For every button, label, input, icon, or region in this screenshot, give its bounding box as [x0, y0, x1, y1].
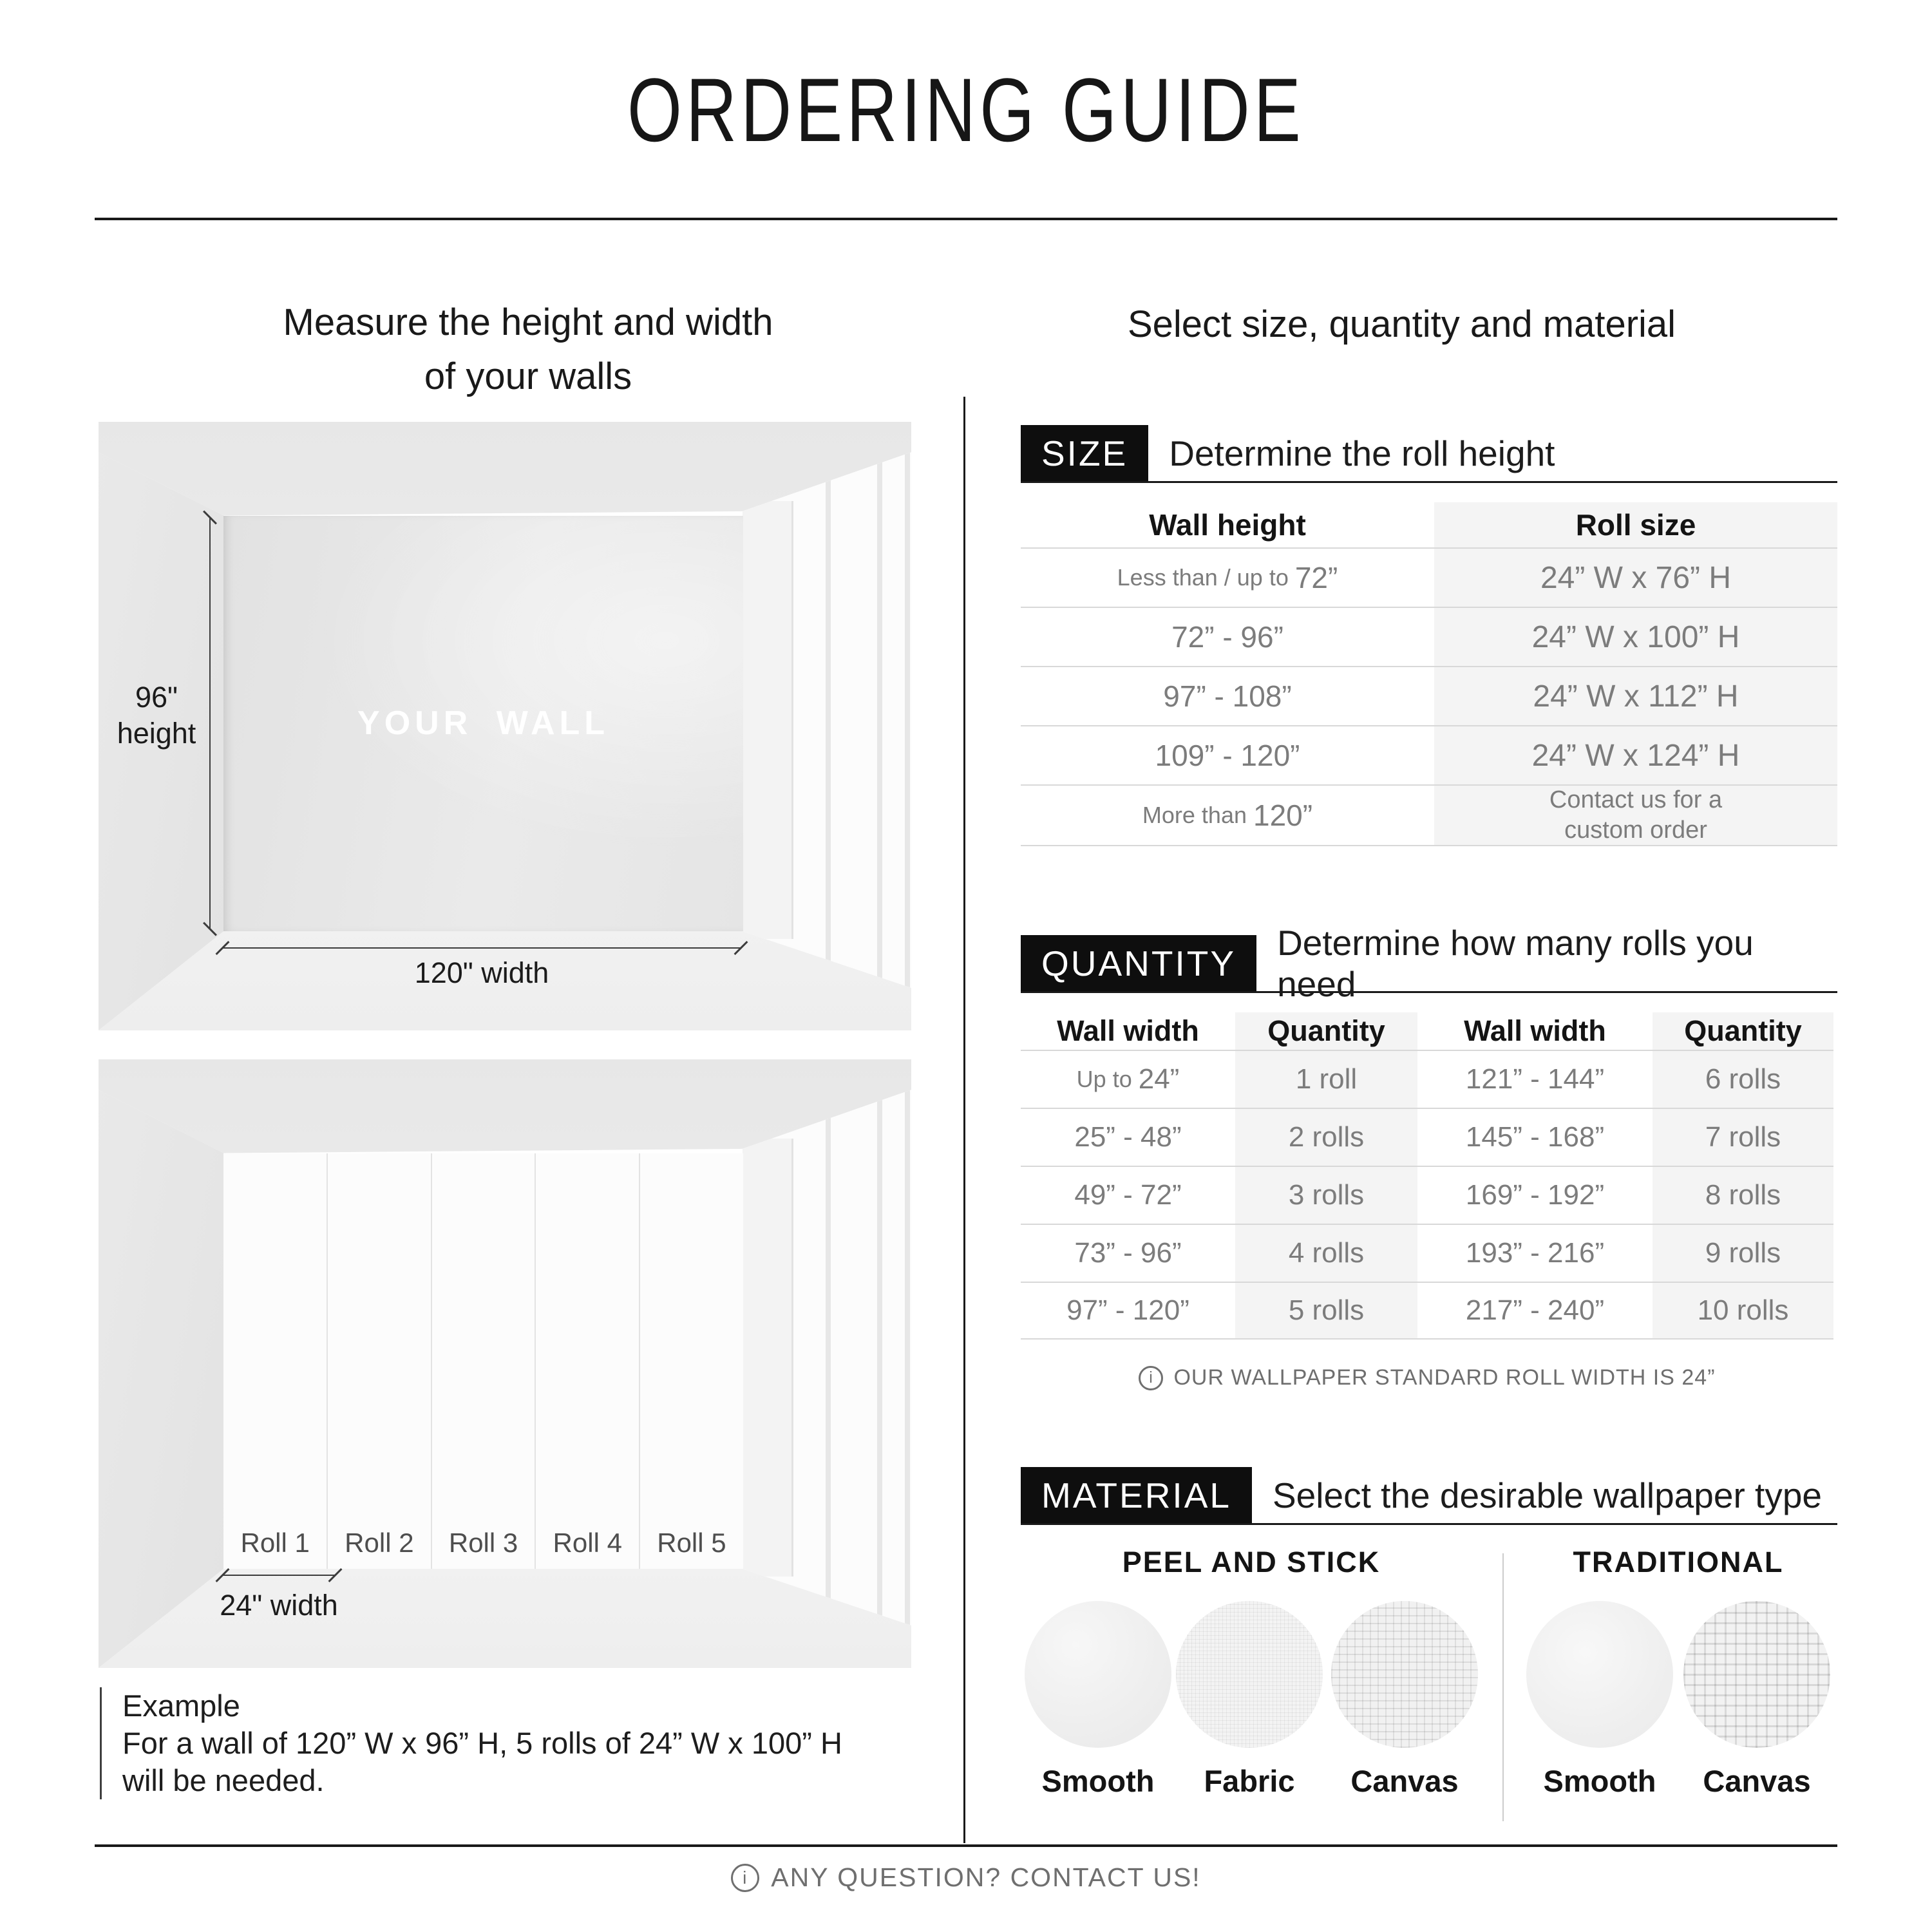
roll-panel-label: Roll 5 — [657, 1527, 726, 1558]
swatch-peel-canvas — [1331, 1601, 1478, 1748]
roll-panel — [640, 1153, 743, 1569]
info-icon — [731, 1864, 759, 1892]
width-dimension-label: 120" width — [414, 956, 549, 989]
size-section-header — [1021, 425, 1837, 483]
size-wall-value: 120” — [1253, 799, 1313, 832]
page-title: ORDERING GUIDE — [627, 59, 1305, 160]
roll-width-dimension-label: 24" width — [220, 1589, 338, 1622]
roll-panel — [223, 1153, 328, 1569]
width-dimension-line — [222, 947, 741, 949]
qty-count-cell: 10 rolls — [1653, 1282, 1833, 1340]
size-wall-cell — [1021, 725, 1434, 784]
roll-panel-label: Roll 2 — [345, 1527, 414, 1558]
qty-count-cell: 5 rolls — [1235, 1282, 1417, 1340]
qty-col-quantity: Quantity — [1653, 1012, 1833, 1050]
your-wall-label: YOUR WALL — [357, 705, 610, 743]
window-mullion — [826, 1084, 831, 1643]
swatch-traditional-smooth — [1526, 1601, 1673, 1748]
swatch-peel-smooth — [1025, 1601, 1171, 1748]
qty-count-cell: 6 rolls — [1653, 1050, 1833, 1108]
size-roll-cell: 24” W x 112” H — [1434, 666, 1837, 725]
qty-wall-cell: 73” - 96” — [1021, 1224, 1235, 1282]
size-wall-value: 109” - 120” — [1155, 739, 1300, 772]
measure-heading-line2: of your walls — [424, 355, 632, 397]
qty-wall-cell: 121” - 144” — [1417, 1050, 1653, 1108]
room-illustration-rolls — [99, 1059, 911, 1668]
qty-count-cell: 8 rolls — [1653, 1166, 1833, 1224]
size-col-roll-size: Roll size — [1434, 502, 1837, 547]
qty-col-quantity: Quantity — [1235, 1012, 1417, 1050]
qty-wall-cell: 169” - 192” — [1417, 1166, 1653, 1224]
swatch-label-canvas: Canvas — [1703, 1764, 1811, 1798]
size-roll-cell: 24” W x 76” H — [1434, 547, 1837, 607]
window-mullion — [905, 1084, 910, 1643]
roll-panel-label: Roll 4 — [553, 1527, 622, 1558]
roll-panel — [328, 1153, 432, 1569]
window-mullion — [877, 446, 882, 1006]
size-wall-value: 72” — [1294, 561, 1338, 594]
qty-wall-cell: 49” - 72” — [1021, 1166, 1235, 1224]
material-badge: MATERIAL — [1021, 1467, 1252, 1523]
your-wall-surface — [223, 516, 743, 931]
quantity-table — [1021, 1012, 1833, 1340]
example-title: Example — [122, 1689, 240, 1723]
swatch-label-smooth: Smooth — [1041, 1764, 1155, 1798]
qty-wall-cell: 25” - 48” — [1021, 1108, 1235, 1166]
wallpaper-roll-panels — [223, 1153, 743, 1569]
title-divider — [95, 218, 1837, 220]
select-heading: Select size, quantity and material — [1127, 303, 1676, 345]
height-dimension-label — [102, 679, 211, 752]
footer-divider — [95, 1844, 1837, 1847]
footer-contact-note — [0, 1862, 1932, 1893]
roll-width-note — [1021, 1365, 1833, 1390]
qty-wall-cell: 193” - 216” — [1417, 1224, 1653, 1282]
roll-width-note-text: OUR WALLPAPER STANDARD ROLL WIDTH IS 24” — [1173, 1365, 1716, 1390]
qty-wall-cell: 145” - 168” — [1417, 1108, 1653, 1166]
size-wall-prefix: Less than / up to — [1117, 564, 1289, 591]
window-mullion — [877, 1084, 882, 1643]
material-section-header — [1021, 1467, 1837, 1525]
qty-count-cell: 9 rolls — [1653, 1224, 1833, 1282]
example-line1: For a wall of 120” W x 96” H, 5 rolls of 24” W x 100” H — [122, 1726, 842, 1760]
size-wall-value: 72” - 96” — [1171, 620, 1283, 654]
height-word: height — [117, 717, 196, 750]
size-roll-cell — [1434, 784, 1837, 846]
roll-panel — [536, 1153, 640, 1569]
custom-order-line2: custom order — [1564, 817, 1707, 844]
column-divider — [963, 397, 965, 1843]
roll-width-dimension-line — [222, 1575, 336, 1576]
size-roll-cell: 24” W x 100” H — [1434, 607, 1837, 666]
qty-wall-cell: 217” - 240” — [1417, 1282, 1653, 1340]
qty-col-wall-width: Wall width — [1057, 1014, 1199, 1047]
window-mullion — [905, 446, 910, 1006]
size-subtitle: Determine the roll height — [1169, 433, 1555, 473]
qty-wall-cell — [1021, 1050, 1235, 1108]
quantity-badge: QUANTITY — [1021, 935, 1256, 991]
roll-panel-label: Roll 3 — [448, 1527, 518, 1558]
swatch-label-canvas: Canvas — [1350, 1764, 1459, 1798]
qty-wall-cell: 97” - 120” — [1021, 1282, 1235, 1340]
measure-heading-line1: Measure the height and width — [283, 301, 773, 343]
height-value: 96" — [135, 681, 178, 714]
roll-panel — [432, 1153, 536, 1569]
example-note — [100, 1687, 898, 1799]
swatch-label-smooth: Smooth — [1543, 1764, 1656, 1798]
size-wall-cell — [1021, 784, 1434, 846]
group-peel-and-stick-label: PEEL AND STICK — [1122, 1546, 1381, 1578]
qty-count-cell: 4 rolls — [1235, 1224, 1417, 1282]
swatch-traditional-canvas — [1683, 1601, 1830, 1748]
qty-col-wall-width: Wall width — [1464, 1014, 1606, 1047]
measure-heading — [126, 296, 931, 404]
size-wall-cell — [1021, 666, 1434, 725]
quantity-section-header — [1021, 922, 1837, 1004]
size-roll-cell: 24” W x 124” H — [1434, 725, 1837, 784]
qty-count-cell: 1 roll — [1235, 1050, 1417, 1108]
group-traditional-label: TRADITIONAL — [1573, 1546, 1784, 1578]
size-badge: SIZE — [1021, 425, 1148, 481]
qty-wall-prefix: Up to — [1076, 1066, 1132, 1092]
roll-panel-label: Roll 1 — [240, 1527, 310, 1558]
swatch-label-fabric: Fabric — [1204, 1764, 1295, 1798]
size-wall-cell — [1021, 607, 1434, 666]
qty-wall-value: 24” — [1138, 1063, 1180, 1095]
material-group-divider — [1502, 1553, 1504, 1821]
qty-count-cell: 7 rolls — [1653, 1108, 1833, 1166]
size-table — [1021, 502, 1837, 846]
size-wall-prefix: More than — [1142, 802, 1247, 828]
window-mullion — [826, 446, 831, 1006]
room-illustration-measure — [99, 422, 911, 1030]
qty-count-cell: 2 rolls — [1235, 1108, 1417, 1166]
size-wall-cell — [1021, 547, 1434, 607]
material-subtitle: Select the desirable wallpaper type — [1272, 1475, 1822, 1515]
quantity-subtitle: Determine how many rolls you need — [1277, 922, 1754, 1004]
size-col-wall-height: Wall height — [1149, 508, 1306, 542]
size-wall-value: 97” - 108” — [1163, 679, 1292, 713]
footer-contact-text: ANY QUESTION? CONTACT US! — [771, 1862, 1201, 1892]
example-line2: will be needed. — [122, 1763, 325, 1797]
info-icon — [1139, 1366, 1163, 1390]
custom-order-line1: Contact us for a — [1549, 786, 1723, 813]
qty-count-cell: 3 rolls — [1235, 1166, 1417, 1224]
window-frame — [743, 501, 794, 939]
window-frame — [743, 1139, 794, 1577]
swatch-peel-fabric — [1176, 1601, 1323, 1748]
